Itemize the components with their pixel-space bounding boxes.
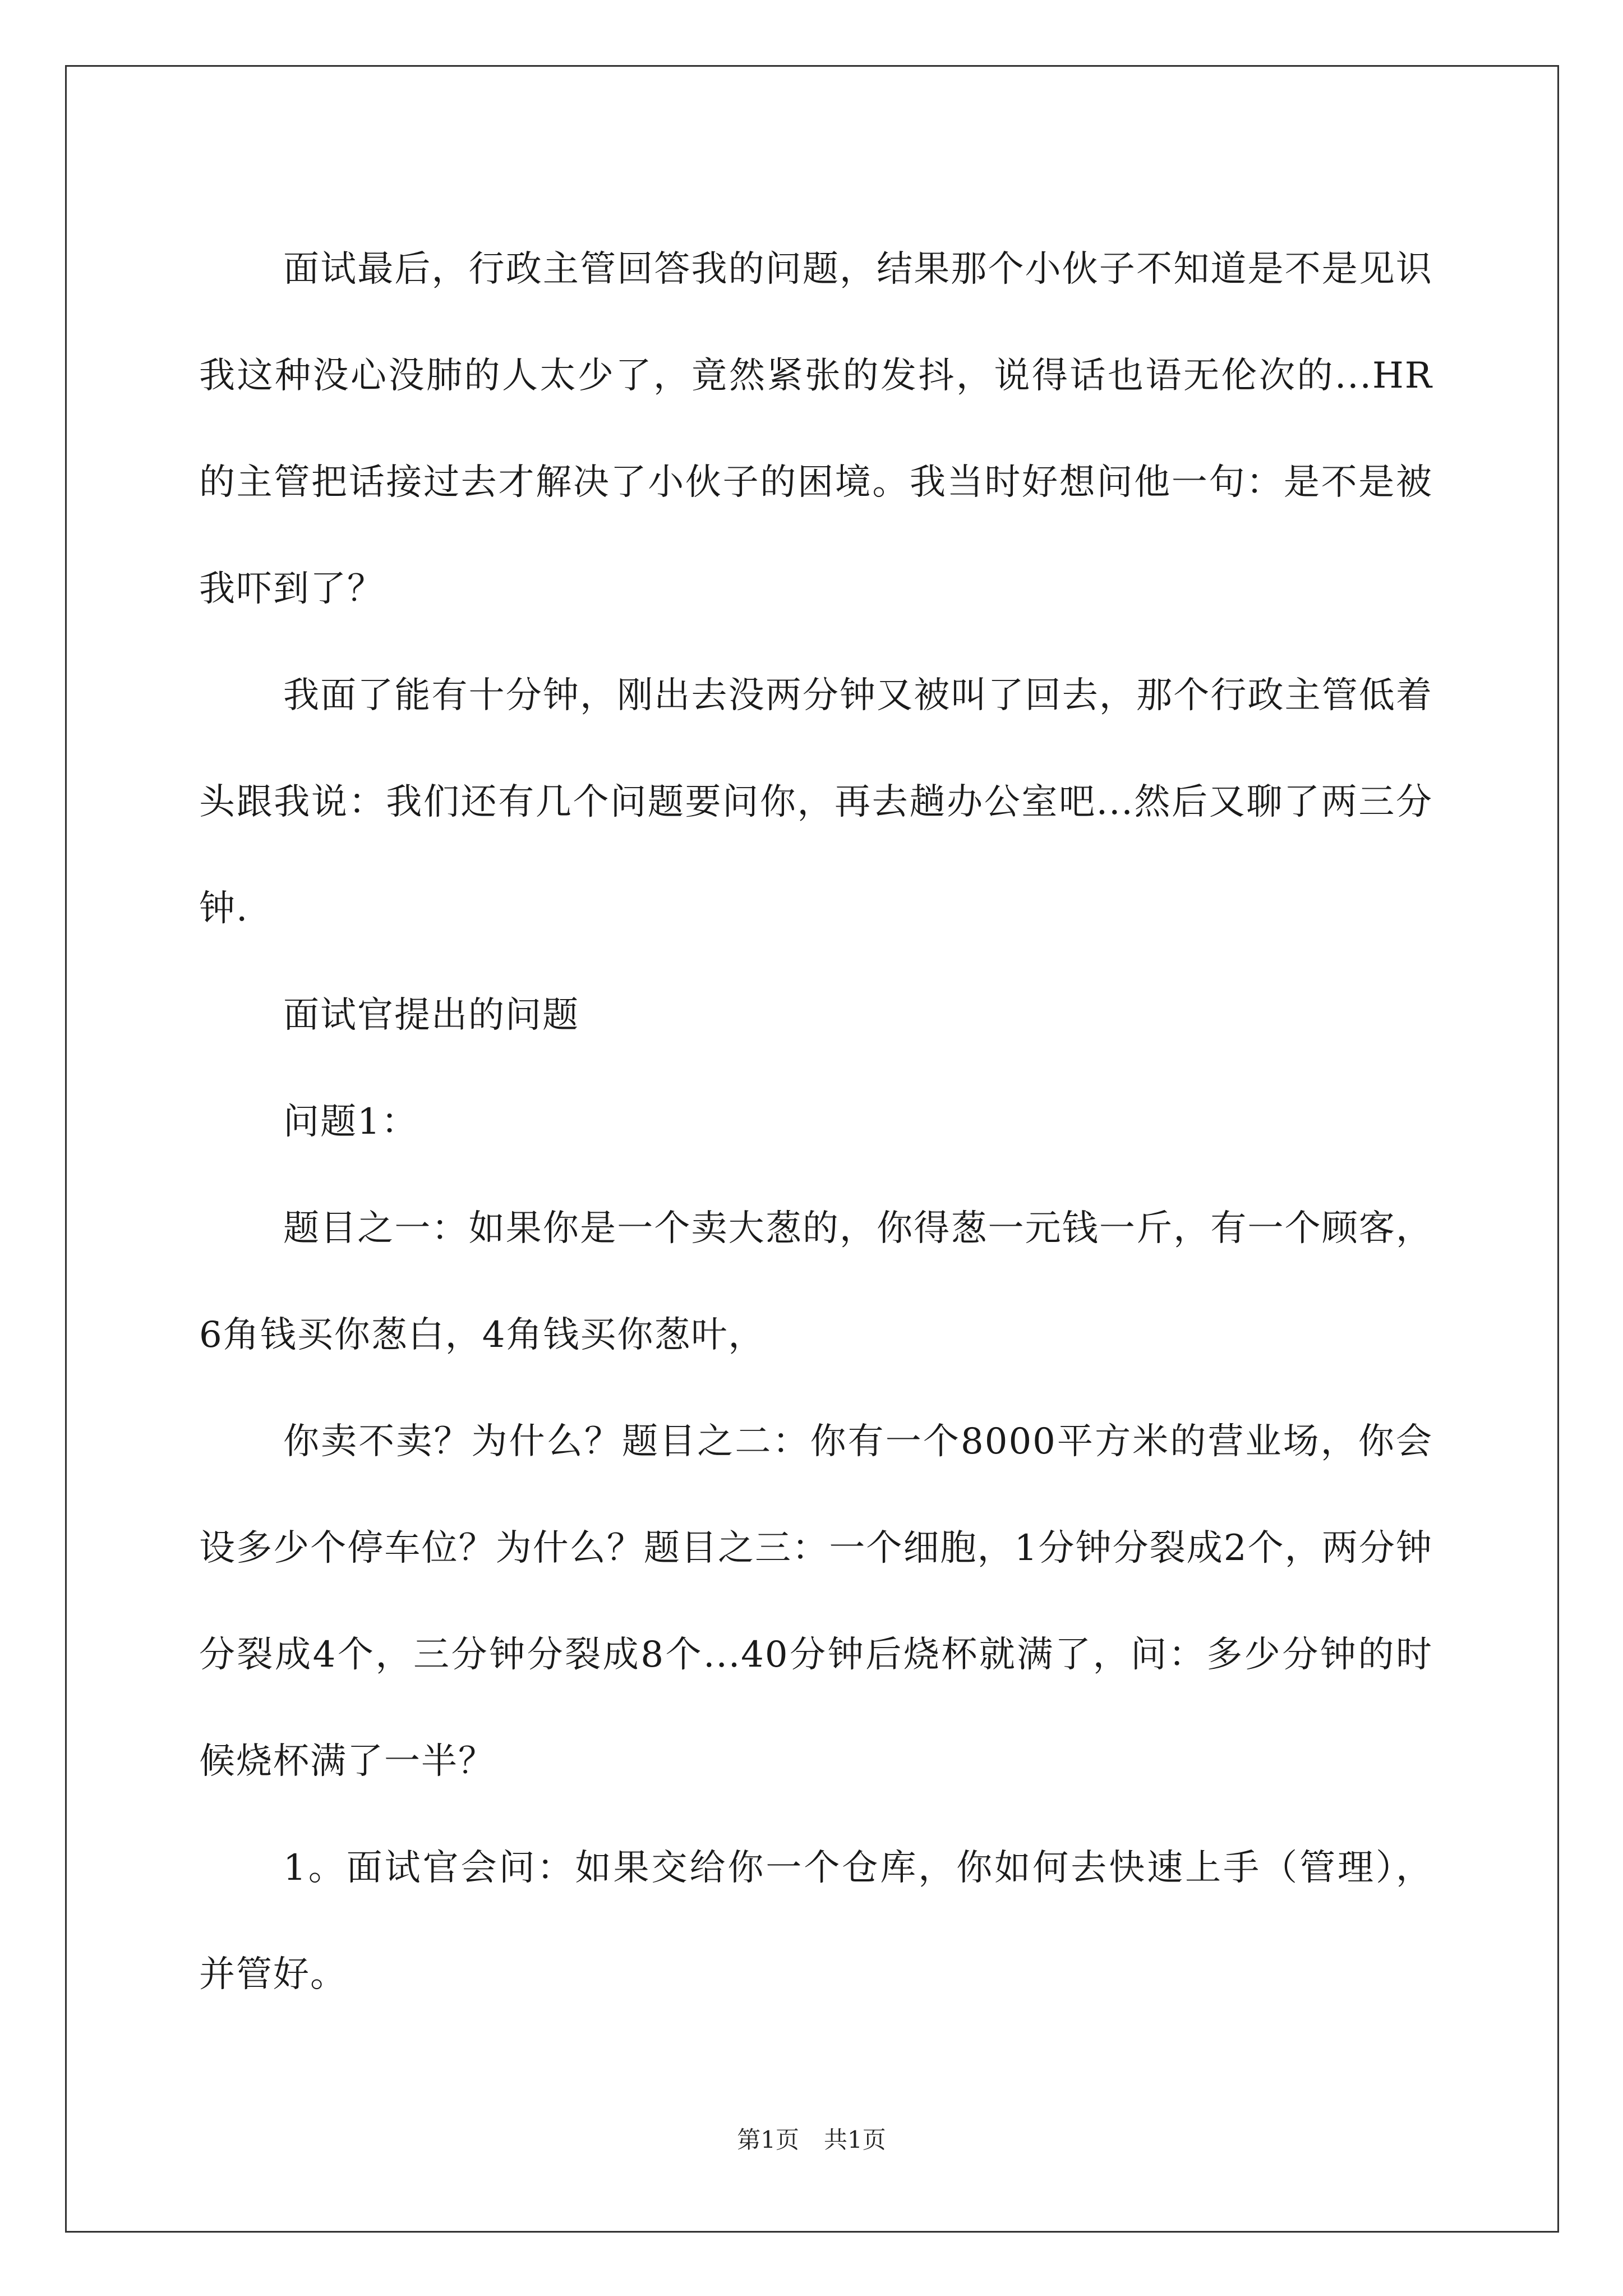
paragraph: 我面了能有十分钟，刚出去没两分钟又被叫了回去，那个行政主管低着头跟我说：我们还有几个问题要问你，再去趟办公室吧...然后又聊了两三分钟. [199,675,1433,930]
paragraph: 你卖不卖？为什么？题目之二：你有一个8000平方米的营业场，你会设多少个停车位？为什么？题目之三：一个细胞，1分钟分裂成2个，两分钟分裂成4个，三分钟分裂成8个...40分钟后烧杯就满了，问：多少分钟的时候烧杯满了一半？ [199,1421,1433,1782]
paragraph: 面试最后，行政主管回答我的问题，结果那个小伙子不知道是不是见识我这种没心没肺的人太少了，竟然紧张的发抖，说得话也语无伦次的...HR的主管把话接过去才解决了小伙子的困境。我当时好想问他一句：是不是被我吓到了？ [199,249,1433,610]
page-footer [0,2123,1623,2157]
section-heading: 面试官提出的问题 [283,995,579,1036]
document-body [199,216,1433,2028]
paragraph: 1。面试官会问：如果交给你一个仓库，你如何去快速上手（管理），并管好。 [199,1847,1433,1995]
question-label: 问题1： [283,1101,418,1143]
paragraph: 题目之一：如果你是一个卖大葱的，你得葱一元钱一斤，有一个顾客，6角钱买你葱白，4角钱买你葱叶， [199,1208,1433,1356]
page-total: 共1页 [824,2126,886,2154]
page-number: 第1页 [737,2126,799,2154]
